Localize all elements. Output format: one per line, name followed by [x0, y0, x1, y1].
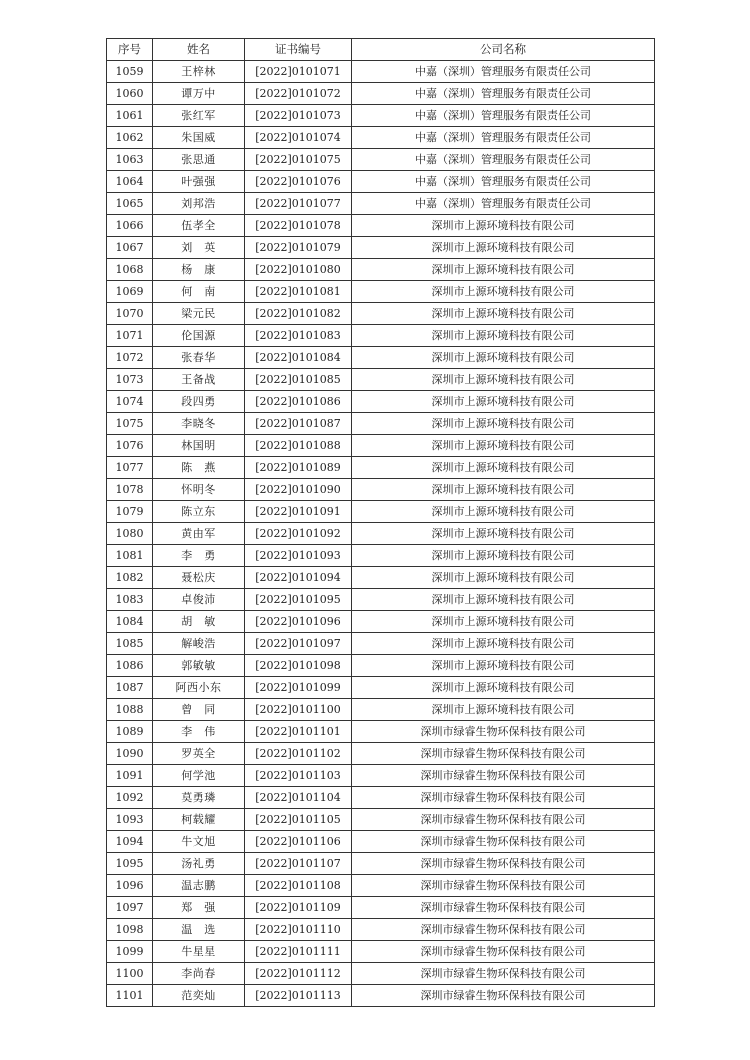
table-row: [107, 589, 655, 611]
cell-seq: 1086: [107, 655, 153, 677]
cell-cert-number: [2022]0101106: [245, 831, 352, 853]
table-row: [107, 545, 655, 567]
cell-company: 深圳市上源环境科技有限公司: [352, 457, 655, 479]
cell-cert-number: [2022]0101108: [245, 875, 352, 897]
cell-seq: 1087: [107, 677, 153, 699]
cell-company: 深圳市上源环境科技有限公司: [352, 413, 655, 435]
cell-company: 深圳市上源环境科技有限公司: [352, 589, 655, 611]
cell-cert-number: [2022]0101100: [245, 699, 352, 721]
cell-company: 深圳市上源环境科技有限公司: [352, 369, 655, 391]
cell-company: 深圳市上源环境科技有限公司: [352, 479, 655, 501]
cell-company: 深圳市绿睿生物环保科技有限公司: [352, 809, 655, 831]
cell-seq: 1067: [107, 237, 153, 259]
cell-cert-number: [2022]0101102: [245, 743, 352, 765]
table-row: [107, 61, 655, 83]
cell-cert-number: [2022]0101071: [245, 61, 352, 83]
cell-name: 段四勇: [153, 391, 245, 413]
cell-seq: 1090: [107, 743, 153, 765]
cell-name: 张思通: [153, 149, 245, 171]
table-row: [107, 237, 655, 259]
cell-company: 深圳市绿睿生物环保科技有限公司: [352, 787, 655, 809]
cell-seq: 1070: [107, 303, 153, 325]
cell-company: 深圳市上源环境科技有限公司: [352, 391, 655, 413]
cell-company: 深圳市绿睿生物环保科技有限公司: [352, 897, 655, 919]
cell-seq: 1101: [107, 985, 153, 1007]
cell-company: 中嘉（深圳）管理服务有限责任公司: [352, 105, 655, 127]
header-cert-number: 证书编号: [245, 39, 352, 61]
cell-name: 郭敏敏: [153, 655, 245, 677]
cell-company: 深圳市上源环境科技有限公司: [352, 347, 655, 369]
table-row: [107, 831, 655, 853]
cell-cert-number: [2022]0101079: [245, 237, 352, 259]
table-row: [107, 171, 655, 193]
cell-seq: 1082: [107, 567, 153, 589]
cell-company: 深圳市上源环境科技有限公司: [352, 611, 655, 633]
table-row: [107, 765, 655, 787]
cell-seq: 1092: [107, 787, 153, 809]
cell-name: 卓俊沛: [153, 589, 245, 611]
cell-company: 深圳市绿睿生物环保科技有限公司: [352, 985, 655, 1007]
table-row: [107, 699, 655, 721]
cell-name: 聂松庆: [153, 567, 245, 589]
cell-cert-number: [2022]0101110: [245, 919, 352, 941]
cell-name: 郑 强: [153, 897, 245, 919]
table-row: [107, 655, 655, 677]
cell-seq: 1084: [107, 611, 153, 633]
cell-cert-number: [2022]0101095: [245, 589, 352, 611]
certificate-table: [106, 38, 655, 1007]
cell-seq: 1077: [107, 457, 153, 479]
table-row: [107, 567, 655, 589]
cell-seq: 1078: [107, 479, 153, 501]
cell-seq: 1062: [107, 127, 153, 149]
cell-seq: 1074: [107, 391, 153, 413]
cell-cert-number: [2022]0101072: [245, 83, 352, 105]
cell-cert-number: [2022]0101097: [245, 633, 352, 655]
cell-name: 曾 同: [153, 699, 245, 721]
cell-seq: 1080: [107, 523, 153, 545]
cell-cert-number: [2022]0101090: [245, 479, 352, 501]
cell-company: 中嘉（深圳）管理服务有限责任公司: [352, 193, 655, 215]
cell-company: 深圳市上源环境科技有限公司: [352, 215, 655, 237]
cell-name: 何学池: [153, 765, 245, 787]
table-row: [107, 347, 655, 369]
cell-seq: 1093: [107, 809, 153, 831]
table-row: [107, 523, 655, 545]
table-row: [107, 281, 655, 303]
cell-seq: 1073: [107, 369, 153, 391]
cell-seq: 1066: [107, 215, 153, 237]
cell-cert-number: [2022]0101087: [245, 413, 352, 435]
cell-name: 张春华: [153, 347, 245, 369]
cell-name: 李尚春: [153, 963, 245, 985]
cell-name: 叶强强: [153, 171, 245, 193]
cell-name: 李 伟: [153, 721, 245, 743]
cell-cert-number: [2022]0101089: [245, 457, 352, 479]
table-row: [107, 919, 655, 941]
cell-company: 深圳市上源环境科技有限公司: [352, 259, 655, 281]
cell-seq: 1059: [107, 61, 153, 83]
cell-seq: 1089: [107, 721, 153, 743]
cell-seq: 1060: [107, 83, 153, 105]
table-row: [107, 809, 655, 831]
cell-seq: 1068: [107, 259, 153, 281]
cell-cert-number: [2022]0101085: [245, 369, 352, 391]
table-row: [107, 105, 655, 127]
cell-name: 怀明冬: [153, 479, 245, 501]
cell-name: 柯载耀: [153, 809, 245, 831]
cell-company: 深圳市绿睿生物环保科技有限公司: [352, 941, 655, 963]
cell-company: 深圳市上源环境科技有限公司: [352, 237, 655, 259]
cell-company: 深圳市绿睿生物环保科技有限公司: [352, 875, 655, 897]
cell-name: 朱国威: [153, 127, 245, 149]
table-row: [107, 985, 655, 1007]
cell-seq: 1094: [107, 831, 153, 853]
table-row: [107, 501, 655, 523]
cell-cert-number: [2022]0101073: [245, 105, 352, 127]
cell-cert-number: [2022]0101091: [245, 501, 352, 523]
cell-cert-number: [2022]0101074: [245, 127, 352, 149]
header-seq: 序号: [107, 39, 153, 61]
cell-cert-number: [2022]0101113: [245, 985, 352, 1007]
cell-name: 阿西小东: [153, 677, 245, 699]
cell-seq: 1088: [107, 699, 153, 721]
table-row: [107, 941, 655, 963]
table-row: [107, 721, 655, 743]
cell-cert-number: [2022]0101103: [245, 765, 352, 787]
table-row: [107, 677, 655, 699]
table-row: [107, 325, 655, 347]
cell-company: 深圳市绿睿生物环保科技有限公司: [352, 963, 655, 985]
cell-company: 深圳市上源环境科技有限公司: [352, 281, 655, 303]
cell-company: 深圳市上源环境科技有限公司: [352, 325, 655, 347]
cell-name: 陈 燕: [153, 457, 245, 479]
table-row: [107, 215, 655, 237]
cell-cert-number: [2022]0101078: [245, 215, 352, 237]
cell-seq: 1063: [107, 149, 153, 171]
cell-seq: 1091: [107, 765, 153, 787]
cell-company: 深圳市上源环境科技有限公司: [352, 699, 655, 721]
cell-cert-number: [2022]0101088: [245, 435, 352, 457]
cell-company: 中嘉（深圳）管理服务有限责任公司: [352, 61, 655, 83]
cell-company: 深圳市绿睿生物环保科技有限公司: [352, 765, 655, 787]
table-row: [107, 897, 655, 919]
cell-cert-number: [2022]0101098: [245, 655, 352, 677]
cell-seq: 1065: [107, 193, 153, 215]
cell-name: 胡 敏: [153, 611, 245, 633]
cell-name: 温志鹏: [153, 875, 245, 897]
cell-name: 李 勇: [153, 545, 245, 567]
table-row: [107, 479, 655, 501]
cell-name: 刘 英: [153, 237, 245, 259]
table-row: [107, 875, 655, 897]
cell-name: 梁元民: [153, 303, 245, 325]
cell-seq: 1083: [107, 589, 153, 611]
cell-seq: 1061: [107, 105, 153, 127]
cell-cert-number: [2022]0101111: [245, 941, 352, 963]
cell-name: 王梓林: [153, 61, 245, 83]
header-company: 公司名称: [352, 39, 655, 61]
table-row: [107, 611, 655, 633]
cell-name: 伦国源: [153, 325, 245, 347]
cell-name: 罗英全: [153, 743, 245, 765]
cell-seq: 1098: [107, 919, 153, 941]
cell-company: 深圳市上源环境科技有限公司: [352, 633, 655, 655]
cell-company: 深圳市上源环境科技有限公司: [352, 501, 655, 523]
cell-name: 解峻浩: [153, 633, 245, 655]
cell-company: 深圳市绿睿生物环保科技有限公司: [352, 743, 655, 765]
cell-name: 陈立东: [153, 501, 245, 523]
cell-cert-number: [2022]0101075: [245, 149, 352, 171]
cell-seq: 1097: [107, 897, 153, 919]
table-row: [107, 963, 655, 985]
table-row: [107, 633, 655, 655]
cell-company: 中嘉（深圳）管理服务有限责任公司: [352, 171, 655, 193]
cell-company: 深圳市绿睿生物环保科技有限公司: [352, 721, 655, 743]
table-row: [107, 457, 655, 479]
cell-company: 深圳市绿睿生物环保科技有限公司: [352, 853, 655, 875]
cell-company: 深圳市上源环境科技有限公司: [352, 303, 655, 325]
table-row: [107, 303, 655, 325]
cell-name: 张红军: [153, 105, 245, 127]
cell-seq: 1075: [107, 413, 153, 435]
cell-name: 伍孝全: [153, 215, 245, 237]
cell-name: 牛星星: [153, 941, 245, 963]
cell-cert-number: [2022]0101093: [245, 545, 352, 567]
cell-company: 深圳市上源环境科技有限公司: [352, 545, 655, 567]
cell-cert-number: [2022]0101101: [245, 721, 352, 743]
table-row: [107, 787, 655, 809]
table-row: [107, 149, 655, 171]
cell-seq: 1096: [107, 875, 153, 897]
cell-name: 何 南: [153, 281, 245, 303]
cell-seq: 1095: [107, 853, 153, 875]
cell-name: 刘邦浩: [153, 193, 245, 215]
cell-company: 中嘉（深圳）管理服务有限责任公司: [352, 127, 655, 149]
cell-name: 杨 康: [153, 259, 245, 281]
table-header: [107, 39, 655, 61]
cell-cert-number: [2022]0101080: [245, 259, 352, 281]
cell-cert-number: [2022]0101107: [245, 853, 352, 875]
table-row: [107, 127, 655, 149]
cell-seq: 1072: [107, 347, 153, 369]
cell-seq: 1076: [107, 435, 153, 457]
cell-name: 牛文旭: [153, 831, 245, 853]
cell-seq: 1064: [107, 171, 153, 193]
cell-cert-number: [2022]0101104: [245, 787, 352, 809]
cell-cert-number: [2022]0101086: [245, 391, 352, 413]
cell-company: 中嘉（深圳）管理服务有限责任公司: [352, 149, 655, 171]
table-row: [107, 391, 655, 413]
table-row: [107, 743, 655, 765]
cell-cert-number: [2022]0101112: [245, 963, 352, 985]
cell-seq: 1099: [107, 941, 153, 963]
table-row: [107, 853, 655, 875]
cell-name: 黄由军: [153, 523, 245, 545]
cell-cert-number: [2022]0101092: [245, 523, 352, 545]
cell-seq: 1071: [107, 325, 153, 347]
cell-cert-number: [2022]0101094: [245, 567, 352, 589]
cell-name: 林国明: [153, 435, 245, 457]
cell-cert-number: [2022]0101083: [245, 325, 352, 347]
cell-cert-number: [2022]0101105: [245, 809, 352, 831]
table-row: [107, 435, 655, 457]
cell-cert-number: [2022]0101081: [245, 281, 352, 303]
cell-name: 莫勇璘: [153, 787, 245, 809]
cell-company: 中嘉（深圳）管理服务有限责任公司: [352, 83, 655, 105]
cell-cert-number: [2022]0101109: [245, 897, 352, 919]
cell-name: 李晓冬: [153, 413, 245, 435]
table-row: [107, 193, 655, 215]
table-row: [107, 413, 655, 435]
cell-company: 深圳市上源环境科技有限公司: [352, 435, 655, 457]
cell-cert-number: [2022]0101082: [245, 303, 352, 325]
header-name: 姓名: [153, 39, 245, 61]
header-row: [107, 39, 655, 61]
cell-company: 深圳市上源环境科技有限公司: [352, 655, 655, 677]
table-row: [107, 259, 655, 281]
cell-name: 汤礼勇: [153, 853, 245, 875]
table-body: [107, 61, 655, 1007]
cell-seq: 1069: [107, 281, 153, 303]
cell-name: 范奕灿: [153, 985, 245, 1007]
cell-cert-number: [2022]0101077: [245, 193, 352, 215]
cell-company: 深圳市绿睿生物环保科技有限公司: [352, 919, 655, 941]
cell-seq: 1081: [107, 545, 153, 567]
cell-company: 深圳市上源环境科技有限公司: [352, 677, 655, 699]
table-row: [107, 83, 655, 105]
cell-company: 深圳市上源环境科技有限公司: [352, 567, 655, 589]
cell-seq: 1085: [107, 633, 153, 655]
cell-cert-number: [2022]0101084: [245, 347, 352, 369]
cell-cert-number: [2022]0101076: [245, 171, 352, 193]
cell-name: 谭万中: [153, 83, 245, 105]
cell-company: 深圳市绿睿生物环保科技有限公司: [352, 831, 655, 853]
cell-cert-number: [2022]0101099: [245, 677, 352, 699]
cell-cert-number: [2022]0101096: [245, 611, 352, 633]
cell-company: 深圳市上源环境科技有限公司: [352, 523, 655, 545]
cell-seq: 1100: [107, 963, 153, 985]
cell-name: 温 选: [153, 919, 245, 941]
cell-name: 王备战: [153, 369, 245, 391]
table-row: [107, 369, 655, 391]
cell-seq: 1079: [107, 501, 153, 523]
